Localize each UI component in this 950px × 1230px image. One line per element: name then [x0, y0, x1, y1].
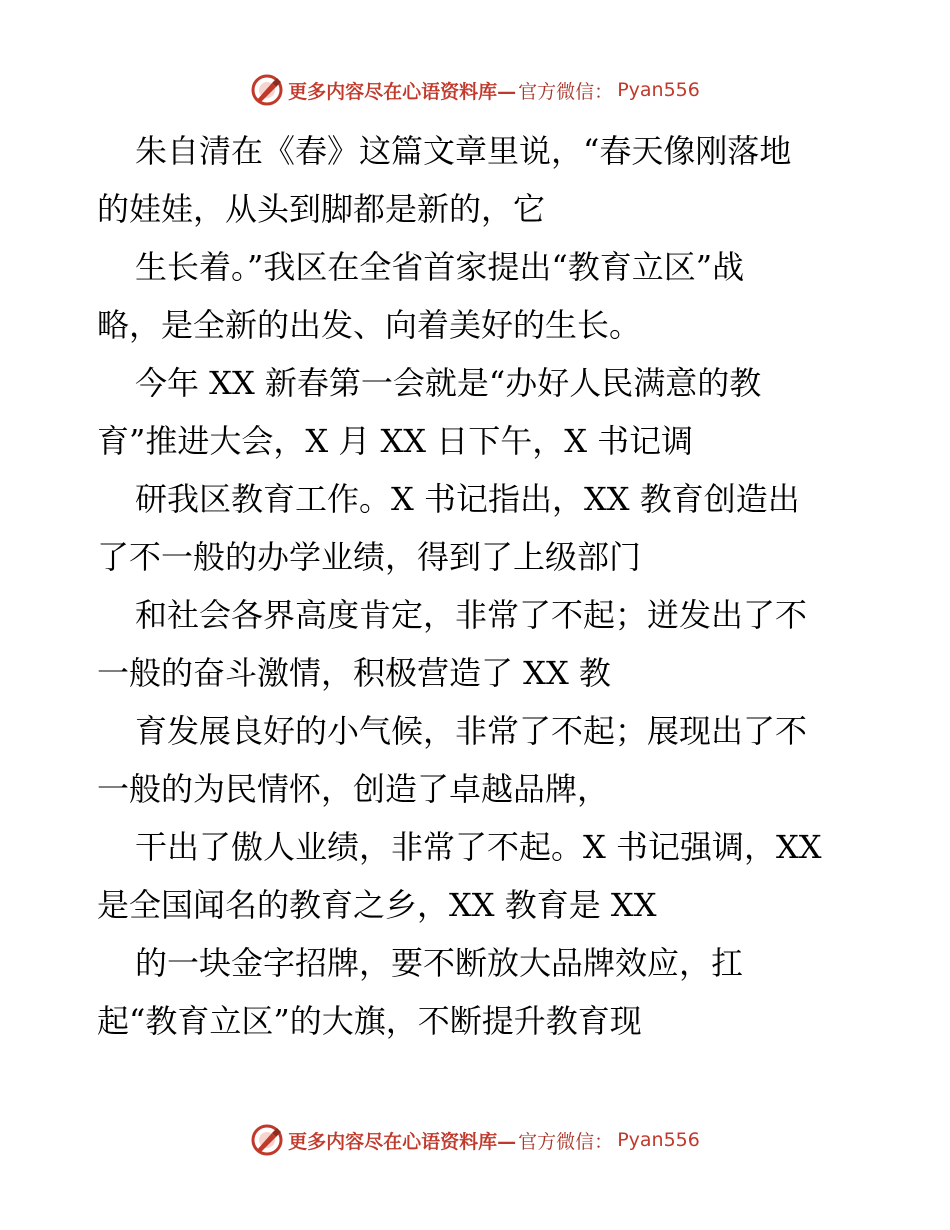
pen-logo-icon — [250, 73, 284, 107]
text-line: 朱自清在《春》这篇文章里说，“春天像刚落地 — [135, 132, 792, 170]
text-line: 略，是全新的出发、向着美好的生长。 — [97, 306, 642, 344]
watermark-wechat-label: 官方微信： — [518, 80, 614, 103]
text-line: 育”推进大会，X 月 XX 日下午，X 书记调 — [97, 422, 694, 460]
watermark-wechat-label: 官方微信： — [518, 1130, 614, 1153]
text-line: 起“教育立区”的大旗，不断提升教育现 — [97, 1002, 642, 1040]
text-line: 是全国闻名的教育之乡，XX 教育是 XX — [97, 886, 657, 924]
watermark-wechat-id: Pyan556 — [617, 79, 700, 101]
text-line: 了不一般的办学业绩，得到了上级部门 — [97, 538, 642, 576]
header-watermark — [0, 70, 950, 110]
text-line: 育发展良好的小气候，非常了不起；展现出了不 — [135, 712, 808, 750]
text-line: 一般的奋斗激情，积极营造了 XX 教 — [97, 654, 611, 692]
watermark-text: 更多内容尽在心语资料库— — [288, 80, 517, 103]
text-line: 生长着。”我区在全省首家提出“教育立区”战 — [135, 248, 745, 286]
text-line: 干出了傲人业绩，非常了不起。X 书记强调，XX — [135, 828, 822, 866]
text-line: 研我区教育工作。X 书记指出，XX 教育创造出 — [135, 480, 800, 518]
watermark-text: 更多内容尽在心语资料库— — [288, 1130, 517, 1153]
text-line: 和社会各界高度肯定，非常了不起；迸发出了不 — [135, 596, 808, 634]
text-line: 一般的为民情怀，创造了卓越品牌， — [97, 770, 610, 808]
watermark-wechat-id: Pyan556 — [617, 1129, 700, 1151]
body-text — [97, 122, 867, 1050]
footer-watermark — [0, 1120, 950, 1160]
text-line: 的一块金字招牌，要不断放大品牌效应，扛 — [135, 944, 744, 982]
text-line: 的娃娃，从头到脚都是新的，它 — [97, 190, 546, 228]
pen-logo-icon — [250, 1123, 284, 1157]
text-line: 今年 XX 新春第一会就是“办好人民满意的教 — [135, 364, 762, 402]
